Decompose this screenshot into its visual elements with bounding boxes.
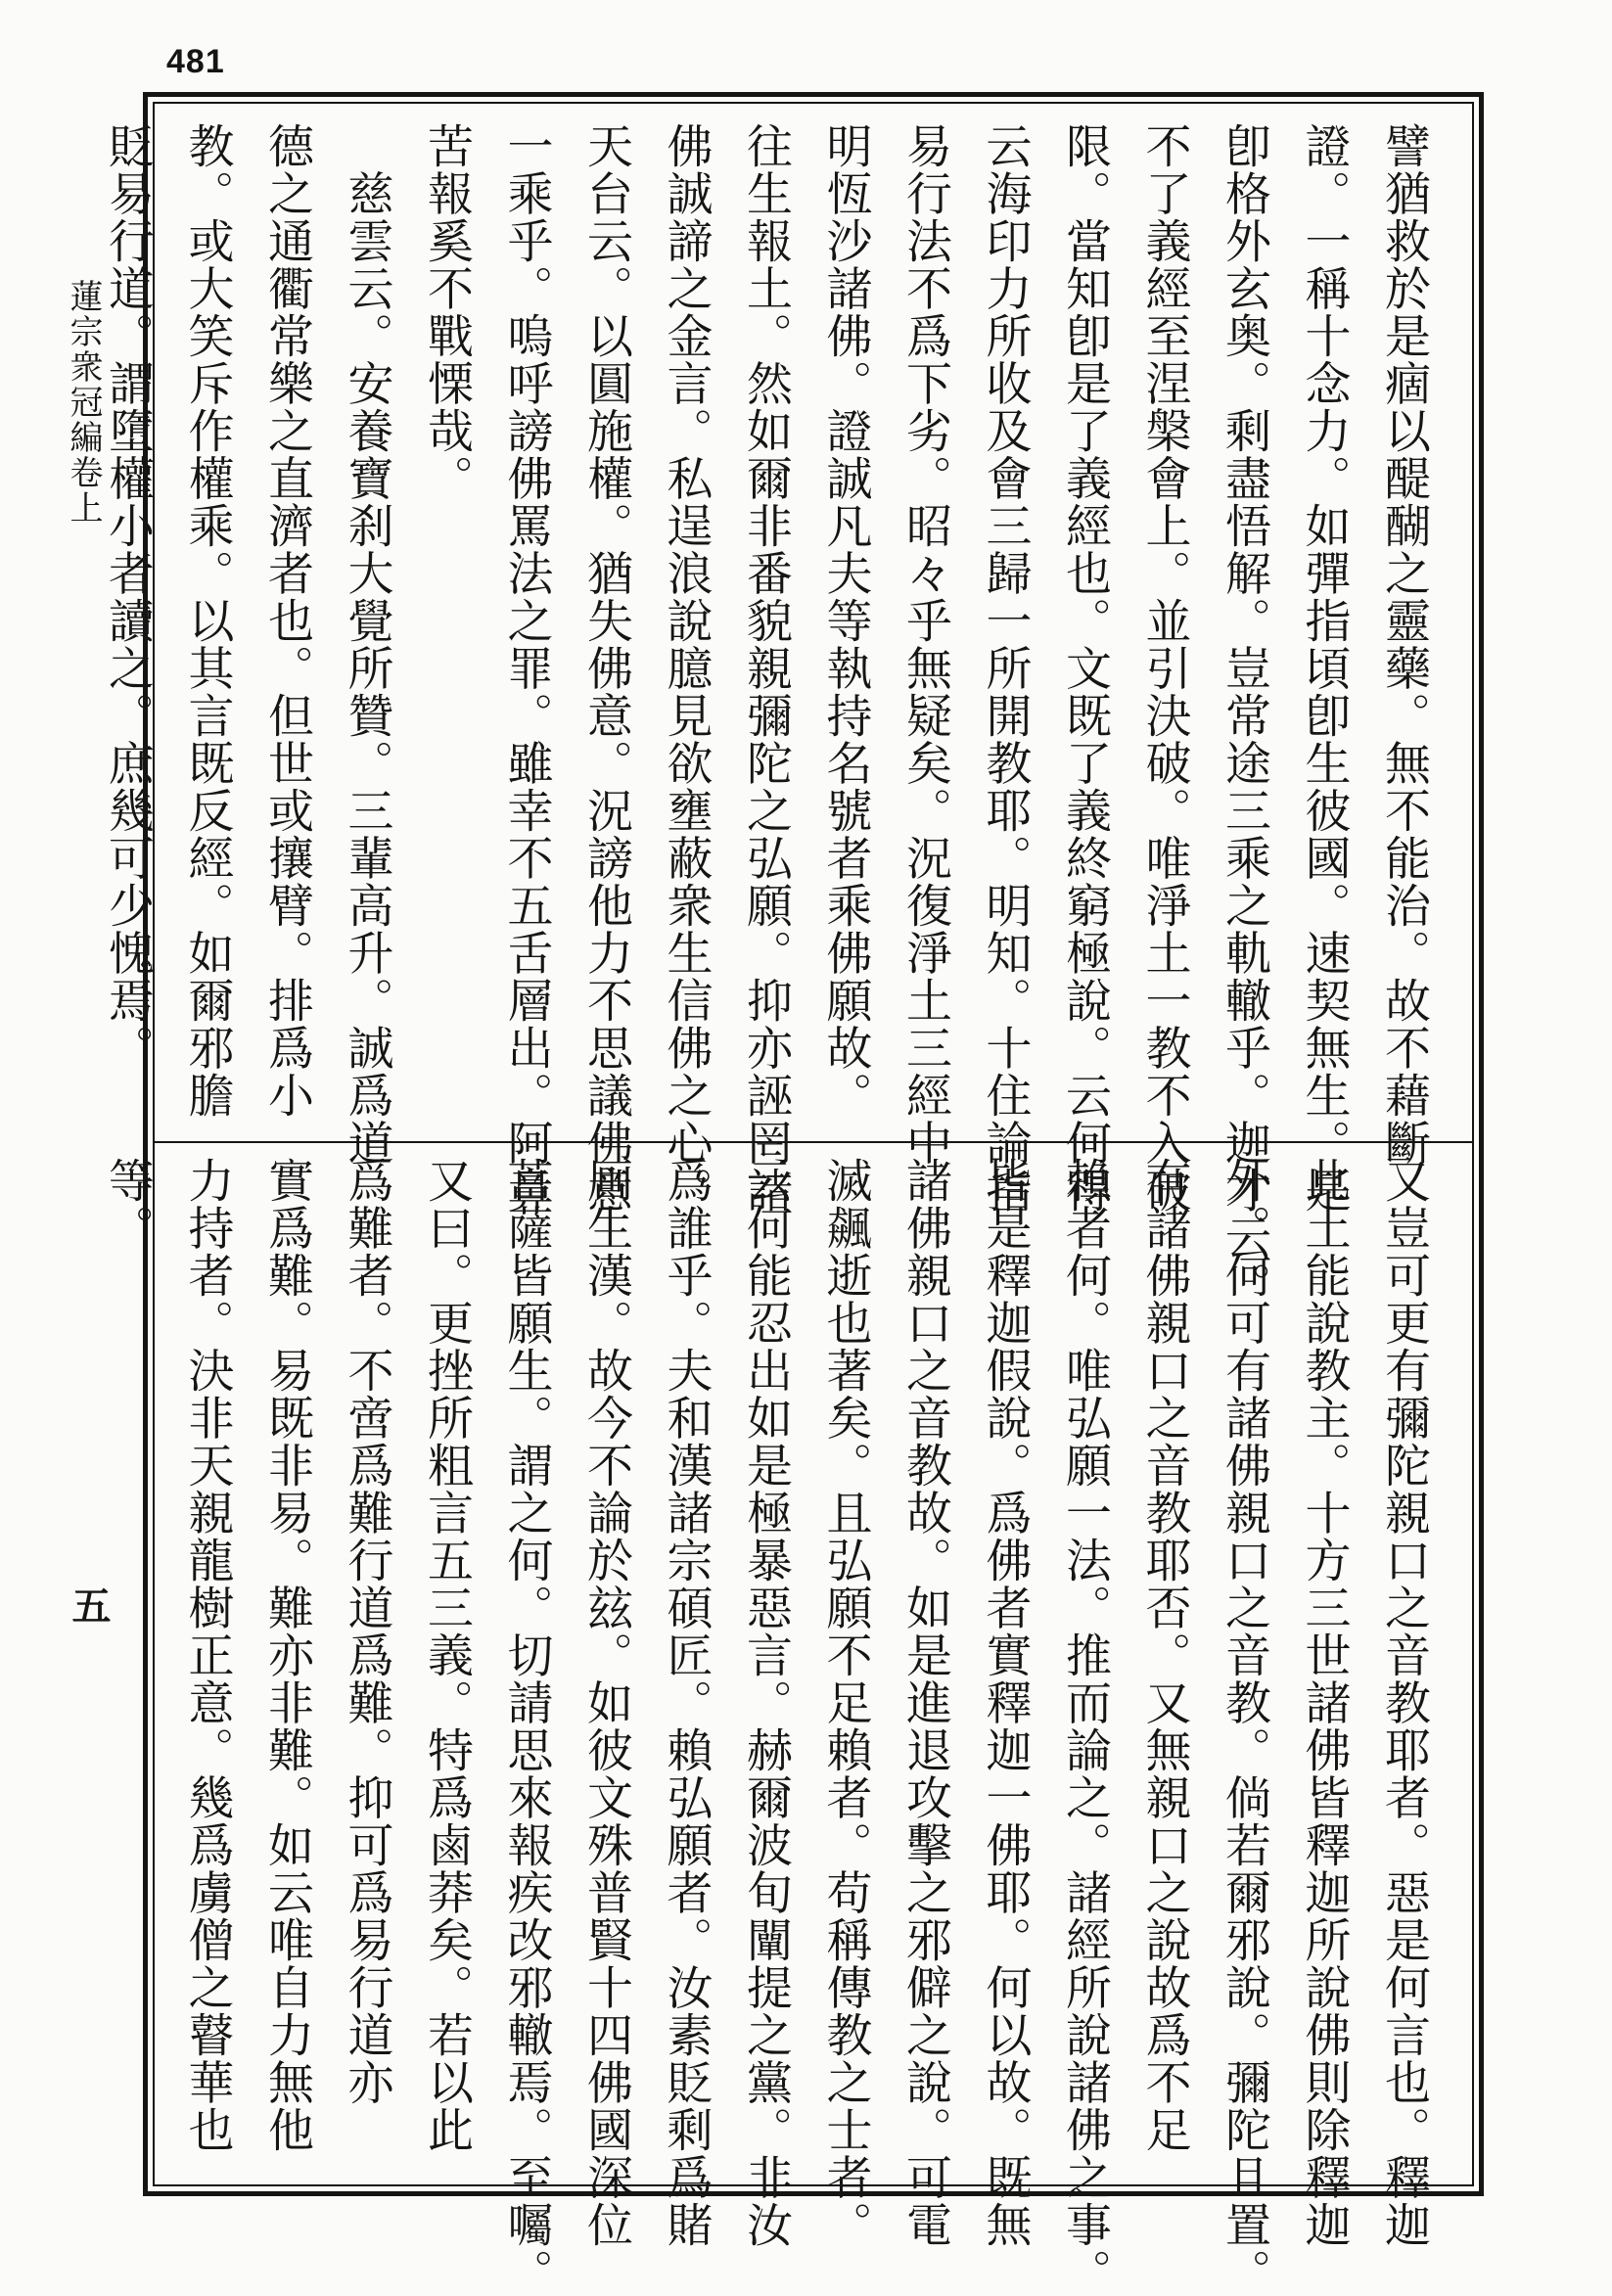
text-column: 厠生漢。故今不論於玆。如彼文殊普賢十四佛國深位 <box>579 1157 633 2249</box>
text-column: 又豈可更有彌陀親口之音教耶者。惡是何言也。釋迦 <box>1377 1157 1431 2249</box>
text-column: 限。當知卽是了義經也。文既了義終窮極說。云何得 <box>1058 122 1112 1215</box>
text-column: 貶易行道。謂墮權小者讀之。庶幾可少愧焉。 <box>101 122 155 1072</box>
text-column: 譬猶救於是痼以醍醐之靈藥。無不能治。故不藉斷 <box>1377 122 1431 1167</box>
upper-text-block <box>101 122 1444 1309</box>
text-column: 賴者何。唯弘願一法。推而論之。諸經所說諸佛之事。 <box>1058 1157 1112 2296</box>
text-column: 外。何可有諸佛親口之音教。倘若爾邪說。彌陀且置。 <box>1218 1157 1271 2296</box>
text-column: 云海印力所收及會三歸一所開教耶。明知。十住論指 <box>978 122 1033 1215</box>
text-column: 菩薩皆願生。謂之何。切請思來報疾改邪轍焉。至囑。 <box>499 1157 554 2296</box>
text-column: 卽格外玄奥。剩盡悟解。豈常途三乘之軌轍乎。迦才云。 <box>1218 122 1271 1309</box>
text-column: 教。或大笑斥作權乘。以其言既反經。如爾邪膽 <box>180 122 235 1120</box>
text-column: 有諸佛親口之音教耶否。又無親口之說故爲不足 <box>1137 1157 1192 2154</box>
text-column: 苦報奚不戰慄哉。 <box>420 122 474 502</box>
text-column: 實爲難。易既非易。難亦非難。如云唯自力無他 <box>260 1157 314 2154</box>
text-column: 爲誰乎。夫和漢諸宗碩匠。賴弘願者。汝素貶剩爲賭 <box>659 1157 714 2249</box>
text-column: 爲難者。不啻爲難行道爲難。抑可爲易行道亦 <box>340 1157 394 2106</box>
page-number: 481 <box>166 43 225 80</box>
text-column: 皆是釋迦假說。爲佛者實釋迦一佛耶。何以故。既無 <box>978 1157 1033 2249</box>
text-column: 一乘乎。嗚呼謗佛罵法之罪。雖幸不五舌層出。阿鼻 <box>499 122 554 1215</box>
text-column: 力持者。決非天親龍樹正意。幾爲虜僧之瞽華也 <box>180 1157 235 2154</box>
text-column: 明恆沙諸佛。證誠凡夫等執持名號者乘佛願故。 <box>818 122 873 1120</box>
text-column: 此土能說教主。十方三世諸佛皆釋迦所說佛則除釋迦 <box>1297 1157 1352 2249</box>
text-column: 慈雲云。安養寶刹大覺所贊。三輩高升。誠爲道 <box>340 122 394 1167</box>
text-column: 佛誠諦之金言。私逞浪說臆見欲壅蔽衆生信佛之心。 <box>659 122 714 1215</box>
text-column: 不了義經至涅槃會上。並引決破。唯淨土一教不入破 <box>1137 122 1192 1215</box>
text-column: 又曰。更挫所粗言五三義。特爲鹵莽矣。若以此 <box>420 1157 474 2154</box>
text-column: 易行法不爲下劣。昭々乎無疑矣。況復淨土三經中 <box>898 122 952 1167</box>
text-column: 等。 <box>101 1157 155 1252</box>
text-column: 往生報土。然如爾非番貌親彌陀之弘願。抑亦誣罔諸 <box>739 122 793 1215</box>
text-column: 天台云。以圓施權。猶失佛意。況謗他力不思議佛意 <box>579 122 633 1215</box>
text-column: 德之通衢常樂之直濟者也。但世或攘臂。排爲小 <box>260 122 314 1120</box>
lower-text-block <box>101 1157 1444 2296</box>
text-column: 證。一稱十念力。如彈指頃卽生彼國。速契無生。是 <box>1297 122 1352 1215</box>
running-title: 蓮宗衆冠編卷上 <box>64 279 103 526</box>
folio-number: 五 <box>66 1585 112 1625</box>
text-column: 滅飆逝也著矣。且弘願不足賴者。苟稱傳教之士者。 <box>818 1157 873 2249</box>
text-column: 諸佛親口之音教故。如是進退攻擊之邪僻之說。可電 <box>898 1157 952 2249</box>
text-column: 云何能忍出如是極暴惡言。赫爾波旬闡提之黨。非汝 <box>739 1157 793 2249</box>
